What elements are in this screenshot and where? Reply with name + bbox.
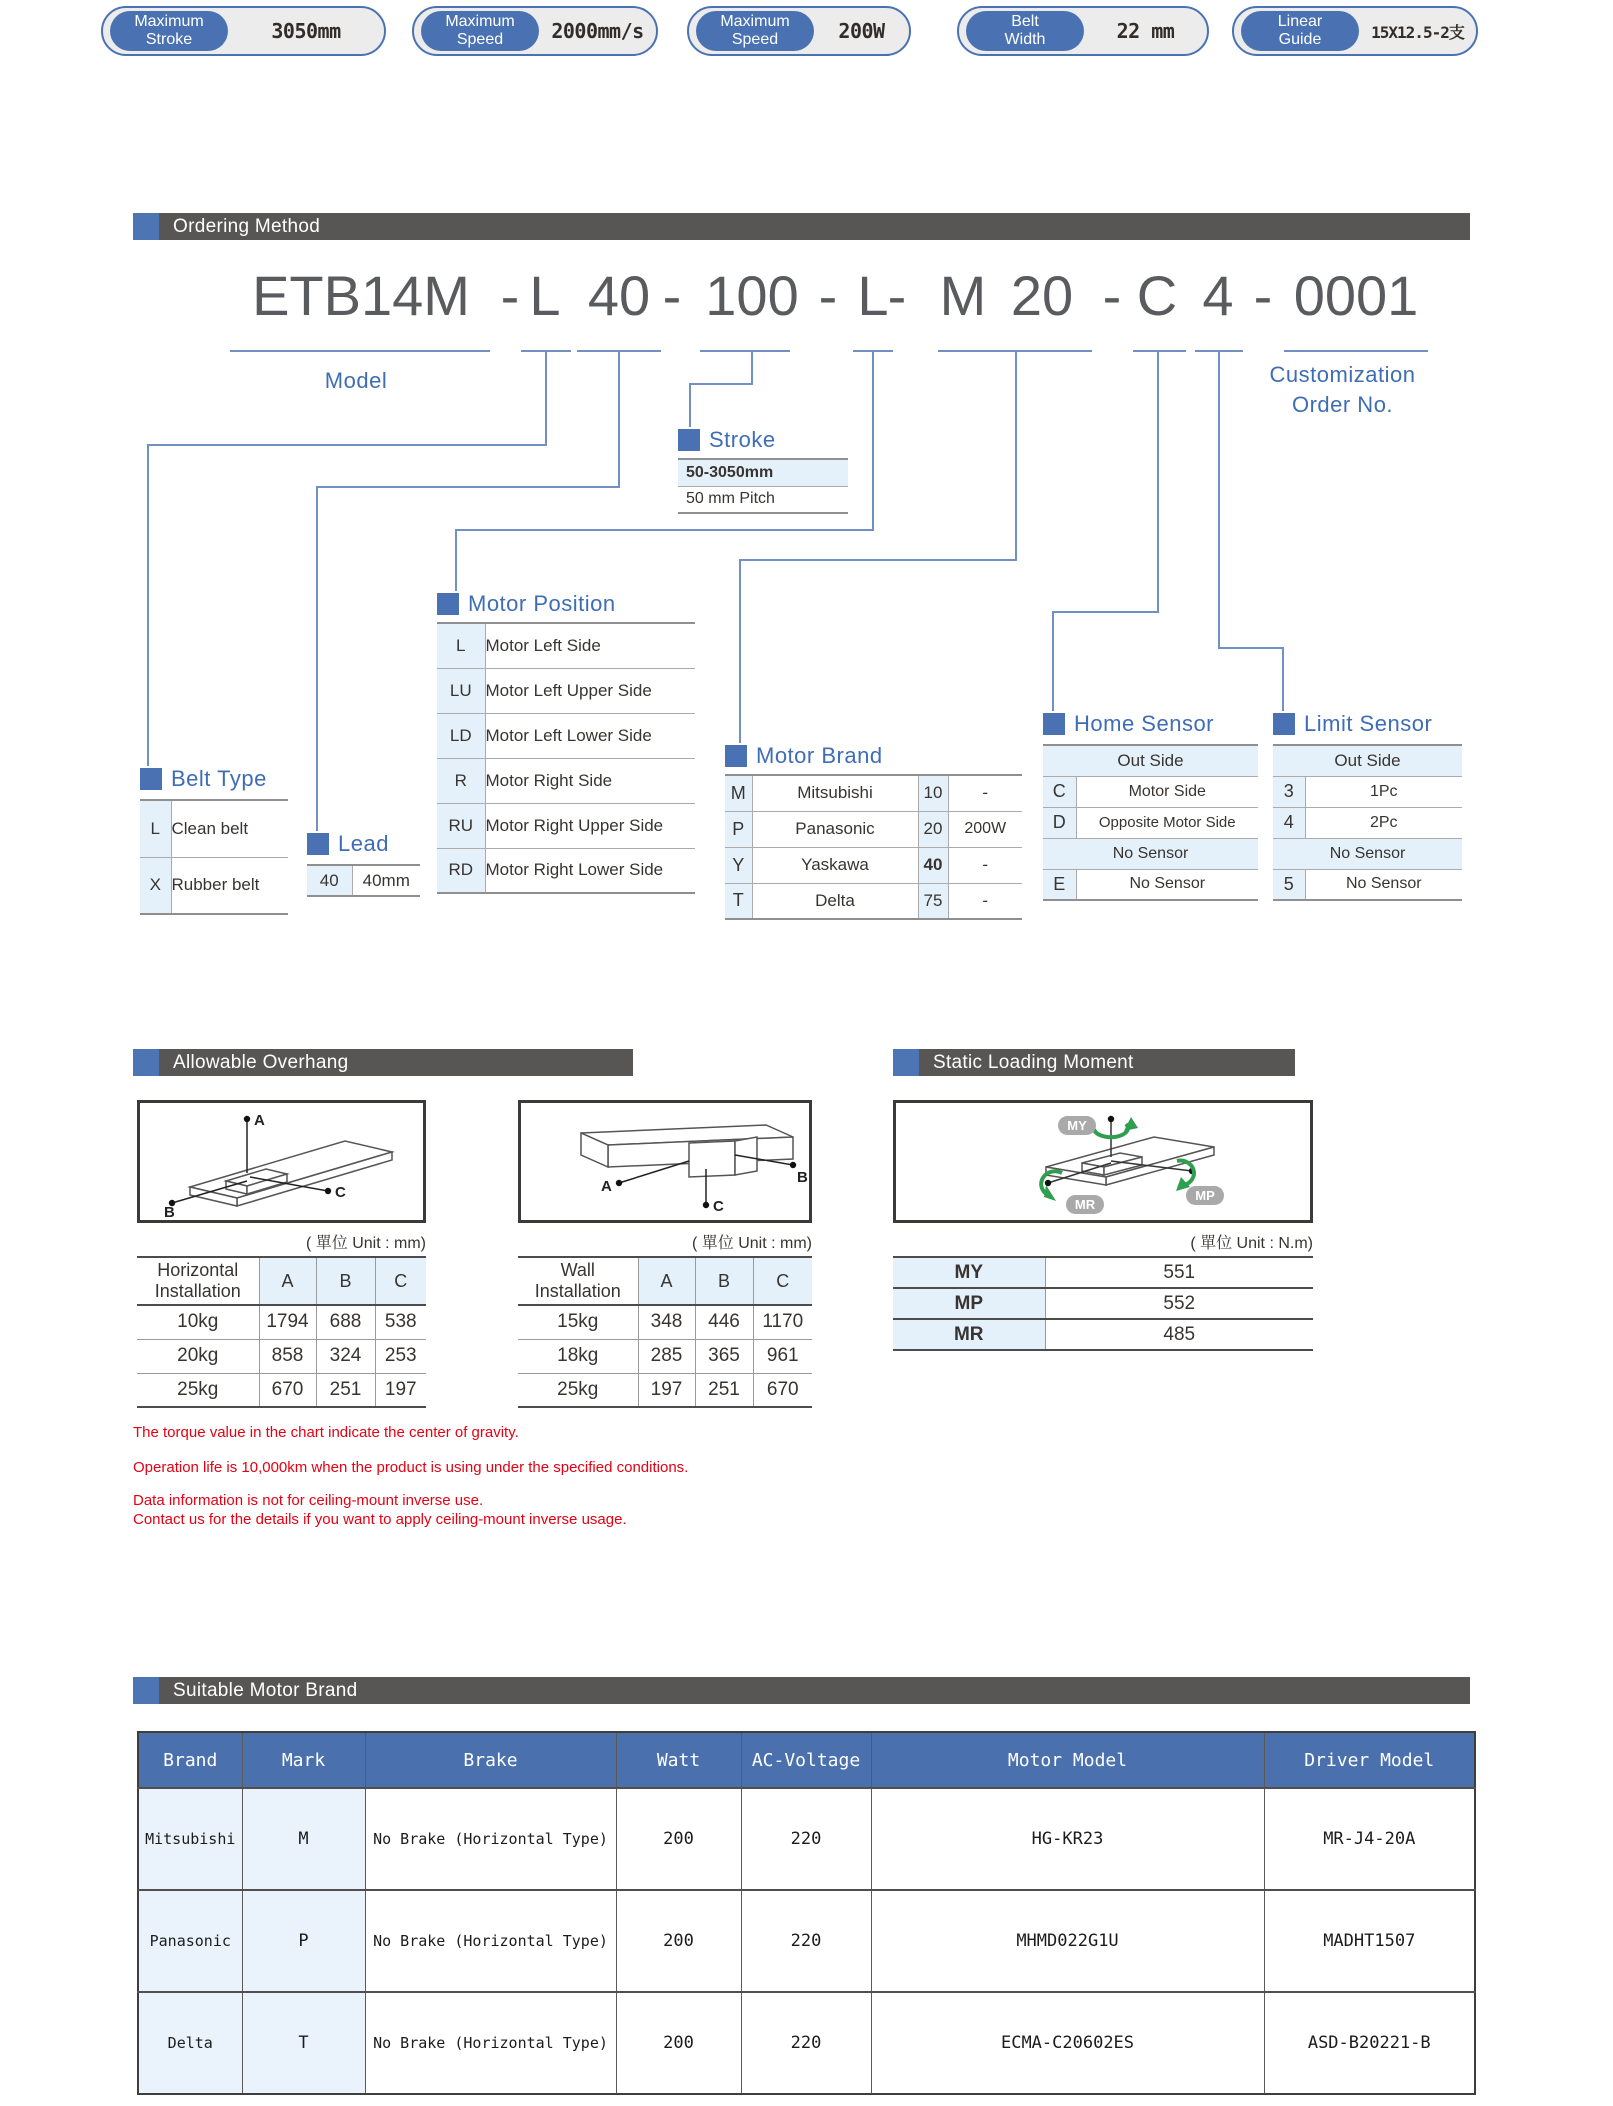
mark-cell: T [242,1992,365,2094]
value-a: 197 [638,1373,695,1407]
part-custom-no: 0001 [1293,264,1419,327]
customization-label [1245,360,1440,420]
weight-cell: 10kg [137,1305,259,1339]
badge-label-line1: Maximum [445,13,515,30]
value-b: 365 [695,1339,753,1373]
block-title-text: Motor Position [468,591,616,616]
no-sensor-cell: No Sensor [1273,838,1462,869]
value-a: 1794 [259,1305,316,1339]
code-cell: RD [437,848,485,893]
badge-value: 3050mm [271,19,341,43]
code-cell: T [725,883,752,919]
desc-cell: Motor Side [1076,776,1258,807]
rail-sketch [140,1103,423,1220]
desc-cell: 40mm [352,865,420,896]
badge-label-line1: Maximum [720,13,790,30]
code-cell: R [437,758,485,803]
desc-cell: Rubber belt [171,857,288,914]
part-watt: 20 [1010,264,1074,327]
badge-max-power [687,6,911,56]
block-title-text: Belt Type [171,766,267,791]
value-c: 538 [375,1305,426,1339]
col-a-header: A [259,1257,316,1305]
motor-position-block-title [437,591,616,617]
badge-value: 22 mm [1116,19,1175,43]
badge-label [1241,11,1359,51]
value-a: 670 [259,1373,316,1407]
desc-cell: Motor Right Side [485,758,695,803]
value-c: 961 [753,1339,812,1373]
badge-label-line1: Maximum [134,13,204,30]
point-a-label: A [601,1178,612,1195]
note-contact-us: Contact us for the details if you want to apply ceiling-mount inverse usage. [133,1511,627,1528]
lead-table [307,864,420,897]
note-torque: The torque value in the chart indicate the center of gravity. [133,1424,519,1441]
customization-line2: Order No. [1291,392,1394,417]
home-sensor-table [1043,744,1258,901]
pill-mp: MP [1195,1188,1215,1203]
code-cell: 5 [1273,869,1305,900]
brand-cell: Mitsubishi [752,775,918,811]
section-title: Ordering Method [173,215,321,237]
horizontal-overhang-table [137,1256,426,1408]
part-limit-sensor: 4 [1202,264,1234,327]
part-dash: - [1253,264,1273,327]
desc-cell: Motor Left Upper Side [485,668,695,713]
point-b-label: B [797,1169,808,1186]
point-a-label: A [254,1112,265,1129]
watt-cell: - [948,847,1022,883]
brand-cell: Mitsubishi [138,1788,242,1890]
label-line2: Installation [154,1281,241,1301]
block-title-text: Home Sensor [1074,711,1215,736]
col-b-header: B [316,1257,375,1305]
part-dash: - [662,264,682,327]
pill-mr: MR [1074,1197,1096,1212]
badge-label-line2: Speed [731,31,779,48]
section-accent-square [893,1049,919,1076]
watt-cell: - [948,883,1022,919]
value-a: 348 [638,1305,695,1339]
wall-installation-diagram [518,1100,812,1223]
badge-label-line2: Width [1004,31,1046,48]
lead-block-title [307,831,389,857]
col-a-header: A [638,1257,695,1305]
value-a: 858 [259,1339,316,1373]
unit-caption-mm: ( 單位 Unit : mm) [692,1235,812,1252]
part-belt-type: L [529,264,561,327]
blue-square-icon [437,593,459,615]
belt-type-block-title [140,766,267,792]
static-moment-table [893,1256,1313,1351]
badge-label [421,11,539,51]
brand-cell: Panasonic [138,1890,242,1992]
badge-value: 200W [838,19,885,43]
static-moment-diagram [893,1100,1313,1223]
value-c: 1170 [753,1305,812,1339]
badge-label-line2: Guide [1278,31,1322,48]
watt-cell: 200 [616,1890,741,1992]
voltage-cell: 220 [741,1788,871,1890]
code-cell: D [1043,807,1076,838]
badge-max-stroke [101,6,386,56]
desc-cell: 2Pc [1305,807,1462,838]
brake-cell: No Brake (Horizontal Type) [365,1992,616,2094]
code-cell: LD [437,713,485,758]
moment-value: 485 [1045,1319,1313,1350]
moment-key: MP [893,1288,1045,1319]
value-b: 251 [695,1373,753,1407]
blue-square-icon [1043,713,1065,735]
part-home-sensor: C [1136,264,1178,327]
badge-label-line2: Stroke [145,31,193,48]
no-sensor-cell: No Sensor [1043,838,1258,869]
point-c-label: C [335,1184,346,1201]
desc-cell: No Sensor [1076,869,1258,900]
blue-square-icon [307,833,329,855]
value-b: 324 [316,1339,375,1373]
motor-model-cell: HG-KR23 [871,1788,1264,1890]
brand-cell: Yaskawa [752,847,918,883]
weight-cell: 20kg [137,1339,259,1373]
model-label: Model [324,368,388,393]
header-motor-model: Motor Model [871,1732,1264,1788]
belt-type-table [140,799,288,915]
customization-line1: Customization [1269,362,1416,387]
table-label-cell [518,1257,638,1305]
part-model: ETB14M [252,264,470,327]
blue-square-icon [725,745,747,767]
brand-cell: Delta [752,883,918,919]
motor-brand-table [725,774,1022,920]
badge-label-line1: Linear [1277,13,1323,30]
value-c: 253 [375,1339,426,1373]
header-watt: Watt [616,1732,741,1788]
code-cell: L [437,623,485,668]
code-cell: P [725,811,752,847]
value-c: 670 [753,1373,812,1407]
code-cell: C [1043,776,1076,807]
brand-cell: Panasonic [752,811,918,847]
part-dash: - [887,264,907,327]
section-ordering-method [133,213,1470,240]
section-title: Allowable Overhang [173,1051,349,1073]
label-line2: Installation [534,1281,621,1301]
watt-code-cell: 40 [918,847,948,883]
label-line1: Horizontal [157,1260,239,1280]
desc-cell: 1Pc [1305,776,1462,807]
badge-belt-width [957,6,1209,56]
badge-label [966,11,1084,51]
header-ac-voltage: AC-Voltage [741,1732,871,1788]
point-b-label: B [164,1204,175,1220]
code-cell: L [140,800,171,857]
stroke-table [678,458,848,514]
header-mark: Mark [242,1732,365,1788]
watt-cell: 200 [616,1992,741,2094]
note-operation-life: Operation life is 10,000km when the product is using under the specified conditions. [133,1459,689,1476]
part-lead: 40 [587,264,651,327]
moment-sketch [896,1103,1310,1220]
suitable-motor-table [137,1731,1476,2095]
label-line1: Wall [560,1260,595,1280]
badge-value: 2000mm/s [551,19,644,43]
badge-linear-guide [1232,6,1478,56]
wall-overhang-table [518,1256,812,1408]
section-title: Suitable Motor Brand [173,1679,358,1701]
header-brand: Brand [138,1732,242,1788]
part-dash: - [1102,264,1122,327]
motor-brand-block-title [725,743,883,769]
weight-cell: 25kg [518,1373,638,1407]
pill-my: MY [1067,1118,1087,1133]
badge-label-line2: Speed [456,31,504,48]
watt-code-cell: 20 [918,811,948,847]
desc-cell: Clean belt [171,800,288,857]
horizontal-installation-diagram [137,1100,426,1223]
value-b: 251 [316,1373,375,1407]
rail-sketch [521,1103,809,1220]
home-sensor-block-title [1043,711,1214,737]
stroke-block-title [678,427,776,453]
part-motor-position: L [857,264,889,327]
side-header-cell: Out Side [1273,745,1462,776]
stroke-pitch-cell: 50 mm Pitch [678,486,848,513]
limit-sensor-block-title [1273,711,1432,737]
code-cell: LU [437,668,485,713]
unit-caption-nm: ( 單位 Unit : N.m) [1190,1235,1313,1252]
code-cell: M [725,775,752,811]
moment-key: MY [893,1257,1045,1288]
section-static-loading-moment [893,1049,1295,1076]
moment-value: 552 [1045,1288,1313,1319]
desc-cell: Motor Right Lower Side [485,848,695,893]
table-label-cell [137,1257,259,1305]
section-accent-square [133,213,159,240]
desc-cell: No Sensor [1305,869,1462,900]
code-cell: 40 [307,865,352,896]
col-c-header: C [753,1257,812,1305]
code-cell: 3 [1273,776,1305,807]
note-ceiling-mount: Data information is not for ceiling-mount inverse use. [133,1492,484,1509]
voltage-cell: 220 [741,1890,871,1992]
stroke-range-cell: 50-3050mm [678,459,848,486]
brake-cell: No Brake (Horizontal Type) [365,1788,616,1890]
brake-cell: No Brake (Horizontal Type) [365,1890,616,1992]
blue-square-icon [1273,713,1295,735]
motor-model-cell: MHMD022G1U [871,1890,1264,1992]
desc-cell: Opposite Motor Side [1076,807,1258,838]
motor-position-table [437,622,695,894]
watt-cell: - [948,775,1022,811]
block-title-text: Stroke [709,427,776,452]
part-dash: - [500,264,520,327]
watt-cell: 200W [948,811,1022,847]
weight-cell: 18kg [518,1339,638,1373]
mark-cell: M [242,1788,365,1890]
value-b: 446 [695,1305,753,1339]
side-header-cell: Out Side [1043,745,1258,776]
limit-sensor-table [1273,744,1462,901]
watt-code-cell: 75 [918,883,948,919]
section-accent-square [133,1677,159,1704]
section-accent-square [133,1049,159,1076]
badge-label [110,11,228,51]
col-b-header: B [695,1257,753,1305]
watt-cell: 200 [616,1788,741,1890]
part-motor-brand: M [939,264,987,327]
mark-cell: P [242,1890,365,1992]
badge-label [696,11,814,51]
code-cell: E [1043,869,1076,900]
weight-cell: 25kg [137,1373,259,1407]
driver-model-cell: MADHT1507 [1264,1890,1475,1992]
blue-square-icon [678,429,700,451]
section-suitable-motor-brand [133,1677,1470,1704]
header-brake: Brake [365,1732,616,1788]
badge-label-line1: Belt [1011,13,1039,30]
driver-model-cell: ASD-B20221-B [1264,1992,1475,2094]
moment-value: 551 [1045,1257,1313,1288]
motor-model-cell: ECMA-C20602ES [871,1992,1264,2094]
value-a: 285 [638,1339,695,1373]
code-cell: X [140,857,171,914]
badge-value: 15X12.5-2支 [1371,22,1464,42]
code-cell: Y [725,847,752,883]
blue-square-icon [140,768,162,790]
part-dash: - [818,264,838,327]
code-cell: RU [437,803,485,848]
moment-key: MR [893,1319,1045,1350]
desc-cell: Motor Left Lower Side [485,713,695,758]
point-c-label: C [713,1198,724,1215]
section-allowable-overhang [133,1049,633,1076]
driver-model-cell: MR-J4-20A [1264,1788,1475,1890]
watt-code-cell: 10 [918,775,948,811]
weight-cell: 15kg [518,1305,638,1339]
part-stroke: 100 [705,264,799,327]
col-c-header: C [375,1257,426,1305]
brand-cell: Delta [138,1992,242,2094]
desc-cell: Motor Right Upper Side [485,803,695,848]
block-title-text: Lead [338,831,389,856]
desc-cell: Motor Left Side [485,623,695,668]
block-title-text: Motor Brand [756,743,883,768]
header-driver-model: Driver Model [1264,1732,1475,1788]
badge-max-speed [412,6,658,56]
block-title-text: Limit Sensor [1304,711,1433,736]
code-cell: 4 [1273,807,1305,838]
unit-caption-mm: ( 單位 Unit : mm) [306,1235,426,1252]
value-b: 688 [316,1305,375,1339]
section-title: Static Loading Moment [933,1051,1134,1073]
voltage-cell: 220 [741,1992,871,2094]
value-c: 197 [375,1373,426,1407]
